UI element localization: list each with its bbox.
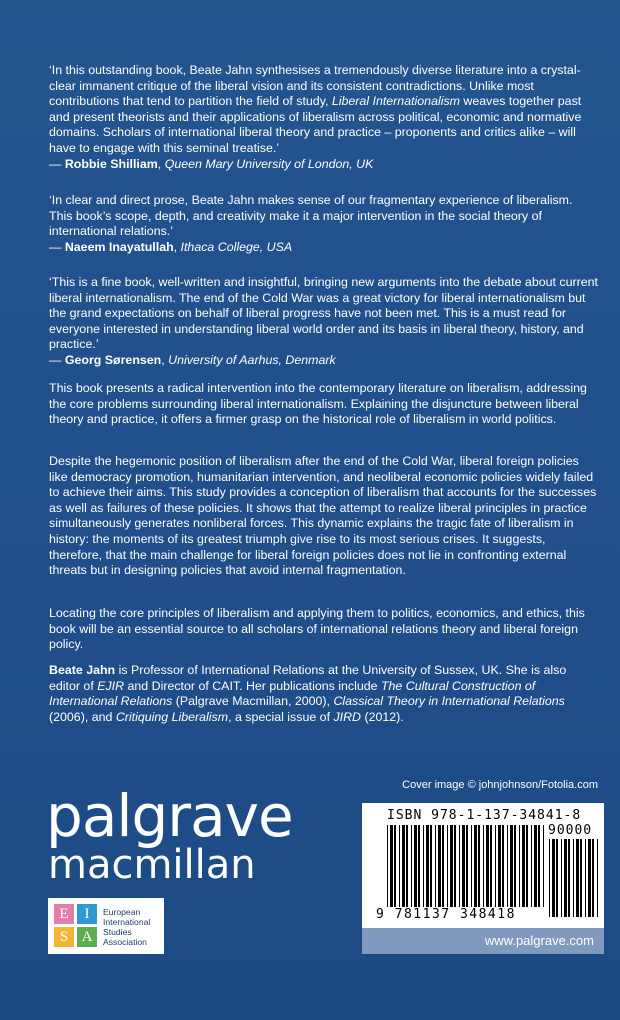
- barcode-bar: [390, 825, 393, 907]
- description-paragraph-3: [49, 606, 599, 653]
- attribution-separator: ,: [161, 352, 169, 367]
- bio-italic: EJIR: [97, 678, 125, 693]
- isbn-text: ISBN 978-1-137-34841-8: [387, 808, 582, 823]
- eisa-letter-a: A: [77, 927, 97, 947]
- barcode-bar: [568, 839, 570, 917]
- author-bio: [49, 663, 599, 725]
- barcode-number: 9 781137 348418: [376, 907, 516, 922]
- barcode-bar: [471, 825, 472, 907]
- barcode-bar: [592, 839, 594, 917]
- eisa-label-line: Studies: [103, 927, 132, 937]
- barcode-bar: [522, 825, 525, 907]
- eisa-logo: [48, 898, 164, 954]
- barcode-bar: [519, 825, 520, 907]
- barcode-bar: [526, 825, 528, 907]
- barcode-bar: [564, 839, 567, 917]
- quote-text-part: ‘In this outstanding book, Beate Jahn synthesises a tremendously diverse literature into a crystal-clear immanent critique of the liberal vision and its consistent contradictions. Unlike most contributions that tend to partition the field of study,: [49, 63, 581, 109]
- attribution-separator: ,: [173, 239, 181, 254]
- barcode-bar: [490, 825, 492, 907]
- barcode-bar: [411, 825, 412, 907]
- endorser-name: Robbie Shilliam: [64, 156, 158, 171]
- bio-italic: JIRD: [333, 709, 361, 724]
- barcode-bar: [454, 825, 456, 907]
- barcode-bar: [531, 825, 532, 907]
- barcode-bar: [387, 825, 388, 907]
- barcode-bar: [486, 825, 489, 907]
- barcode-bar: [483, 825, 484, 907]
- barcode-bar: [561, 839, 562, 917]
- cover-image-credit: Cover image © johnjohnson/Fotolia.com: [402, 779, 598, 791]
- quote-attribution: [49, 157, 599, 173]
- barcode-bar: [498, 825, 501, 907]
- barcode-bar: [450, 825, 453, 907]
- bio-part: and Director of CAIT. Her publications include: [124, 678, 381, 693]
- description-text: Locating the core principles of liberalism and applying them to politics, economics, and ethics, this book will be an essential source to all scholars of international relations theory and liberal foreign policy.: [49, 606, 585, 652]
- endorser-affiliation: Queen Mary University of London, UK: [164, 156, 374, 171]
- website-strip: [362, 928, 604, 954]
- barcode-bar: [418, 825, 420, 907]
- barcode-bar: [502, 825, 504, 907]
- description-paragraph-1: [49, 381, 599, 428]
- barcode-bar: [580, 839, 582, 917]
- bio-italic: Critiquing Liberalism: [115, 709, 229, 724]
- endorser-affiliation: University of Aarhus, Denmark: [168, 352, 336, 367]
- barcode-bar: [507, 825, 508, 907]
- publisher-logo-macmillan: macmillan: [48, 842, 256, 888]
- barcode-bar: [435, 825, 436, 907]
- bio-italic: The Cultural Construction of International Relations: [49, 678, 536, 709]
- barcode-bar: [573, 839, 574, 917]
- bio-part: (Palgrave Macmillan, 2000),: [172, 694, 334, 709]
- barcode-bar: [549, 839, 550, 917]
- bio-part: , a special issue of: [228, 709, 334, 724]
- endorsement-quote-1: [49, 63, 599, 172]
- eisa-label-line: International: [103, 917, 151, 927]
- barcode-bar: [538, 825, 540, 907]
- eisa-letter-e: E: [54, 904, 74, 924]
- eisa-letter-i: I: [77, 904, 97, 924]
- attribution-separator: ,: [157, 156, 165, 171]
- publisher-logo-palgrave: palgrave: [46, 782, 293, 850]
- barcode-bar: [462, 825, 465, 907]
- barcode-bar: [399, 825, 400, 907]
- endorsement-quote-2: [49, 193, 599, 255]
- barcode-bar: [510, 825, 513, 907]
- publisher-website: www.palgrave.com: [484, 933, 594, 948]
- barcode-bar: [556, 839, 558, 917]
- barcode-bar: [414, 825, 417, 907]
- barcode-bar: [394, 825, 396, 907]
- attribution-dash: —: [49, 239, 65, 254]
- barcode-bar: [543, 825, 544, 907]
- bio-part: is Professor of International Relations at the University of Sussex, UK. She is also editor of: [49, 663, 567, 693]
- eisa-label-line: European: [103, 907, 141, 917]
- quote-attribution: [49, 353, 599, 369]
- barcode-bar: [466, 825, 468, 907]
- barcode-addon-bars: [548, 839, 600, 917]
- quote-text-part: weaves together past and present theorists and their applications of liberalism across political, economic and normative domains. Scholars of international liberal theory and practice – proponents and critics alike – will have to engage with this seminal treatise.’: [49, 94, 582, 155]
- barcode-bar: [474, 825, 477, 907]
- barcode-bar: [438, 825, 441, 907]
- quote-text: [49, 63, 599, 157]
- barcode-bar: [459, 825, 460, 907]
- barcode-bar: [426, 825, 429, 907]
- barcode-addon-code: 90000: [548, 823, 593, 838]
- eisa-label-line: Association: [103, 937, 147, 947]
- barcode-bar: [576, 839, 579, 917]
- barcode-bar: [495, 825, 496, 907]
- barcode-bars: [386, 825, 546, 907]
- quote-text: ‘This is a fine book, well-written and insightful, bringing new arguments into the debate about current liberal internationalism. The end of the Cold War was a great victory for liberal internationalism but the grand expectations on behalf of liberal progress have not been met. This is a must read for everyone interested in understanding liberal world order and its basis in liberal theory, history, and practice.’: [49, 275, 598, 352]
- bio-part: (2006), and: [49, 709, 116, 724]
- endorser-affiliation: Ithaca College, USA: [180, 239, 293, 254]
- eisa-label: [103, 907, 163, 947]
- barcode-bar: [597, 839, 598, 917]
- bio-italic: Classical Theory in International Relations: [333, 694, 565, 709]
- attribution-dash: —: [49, 156, 65, 171]
- barcode-bar: [430, 825, 432, 907]
- quote-text: ‘In clear and direct prose, Beate Jahn makes sense of our fragmentary experience of liberalism. This book’s scope, depth, and creativity make it a major intervention in the social theory of international relations.’: [49, 193, 573, 239]
- description-text: Despite the hegemonic position of liberalism after the end of the Cold War, liberal foreign policies like democracy promotion, humanitarian intervention, and neoliberal economic policies widely failed to achieve their aims. This study provides a conception of liberalism that accounts for the successes as well as failures of these policies. It shows that the attempt to realize liberal principles in practice simultaneously generates nonliberal forces. This dynamic explains the tragic fate of liberalism in history: the moments of its greatest triumph give rise to its most serious crises. It suggests, therefore, that the main challenge for liberal foreign policies does not lie in confronting external threats but in designing policies that avoid internal fragmentation.: [49, 454, 597, 578]
- barcode-bar: [514, 825, 516, 907]
- barcode-bar: [447, 825, 448, 907]
- endorser-name: Georg Sørensen: [64, 352, 162, 367]
- barcode-bar: [534, 825, 537, 907]
- bio-text: [49, 663, 599, 725]
- barcode-box: [362, 803, 604, 928]
- barcode-bar: [406, 825, 408, 907]
- attribution-dash: —: [49, 352, 65, 367]
- endorser-name: Naeem Inayatullah: [64, 239, 174, 254]
- barcode-bar: [402, 825, 405, 907]
- quote-attribution: [49, 240, 599, 256]
- book-title-italic: Liberal Internationalism: [331, 94, 460, 109]
- eisa-letter-grid: [54, 904, 98, 948]
- barcode-bar: [588, 839, 591, 917]
- author-name: Beate Jahn: [49, 663, 116, 677]
- barcode-bar: [552, 839, 555, 917]
- barcode-bar: [585, 839, 586, 917]
- description-text: This book presents a radical intervention into the contemporary literature on liberalism, addressing the core problems surrounding liberal internationalism. Explaining the disjuncture between liberal theory and practice, it offers a firmer grasp on the historical role of liberalism in world politics.: [49, 381, 587, 427]
- barcode-bar: [442, 825, 444, 907]
- eisa-letter-s: S: [54, 927, 74, 947]
- bio-part: (2012).: [361, 709, 404, 724]
- endorsement-quote-3: [49, 275, 599, 369]
- description-paragraph-2: [49, 454, 599, 579]
- barcode-bar: [423, 825, 424, 907]
- barcode-bar: [478, 825, 480, 907]
